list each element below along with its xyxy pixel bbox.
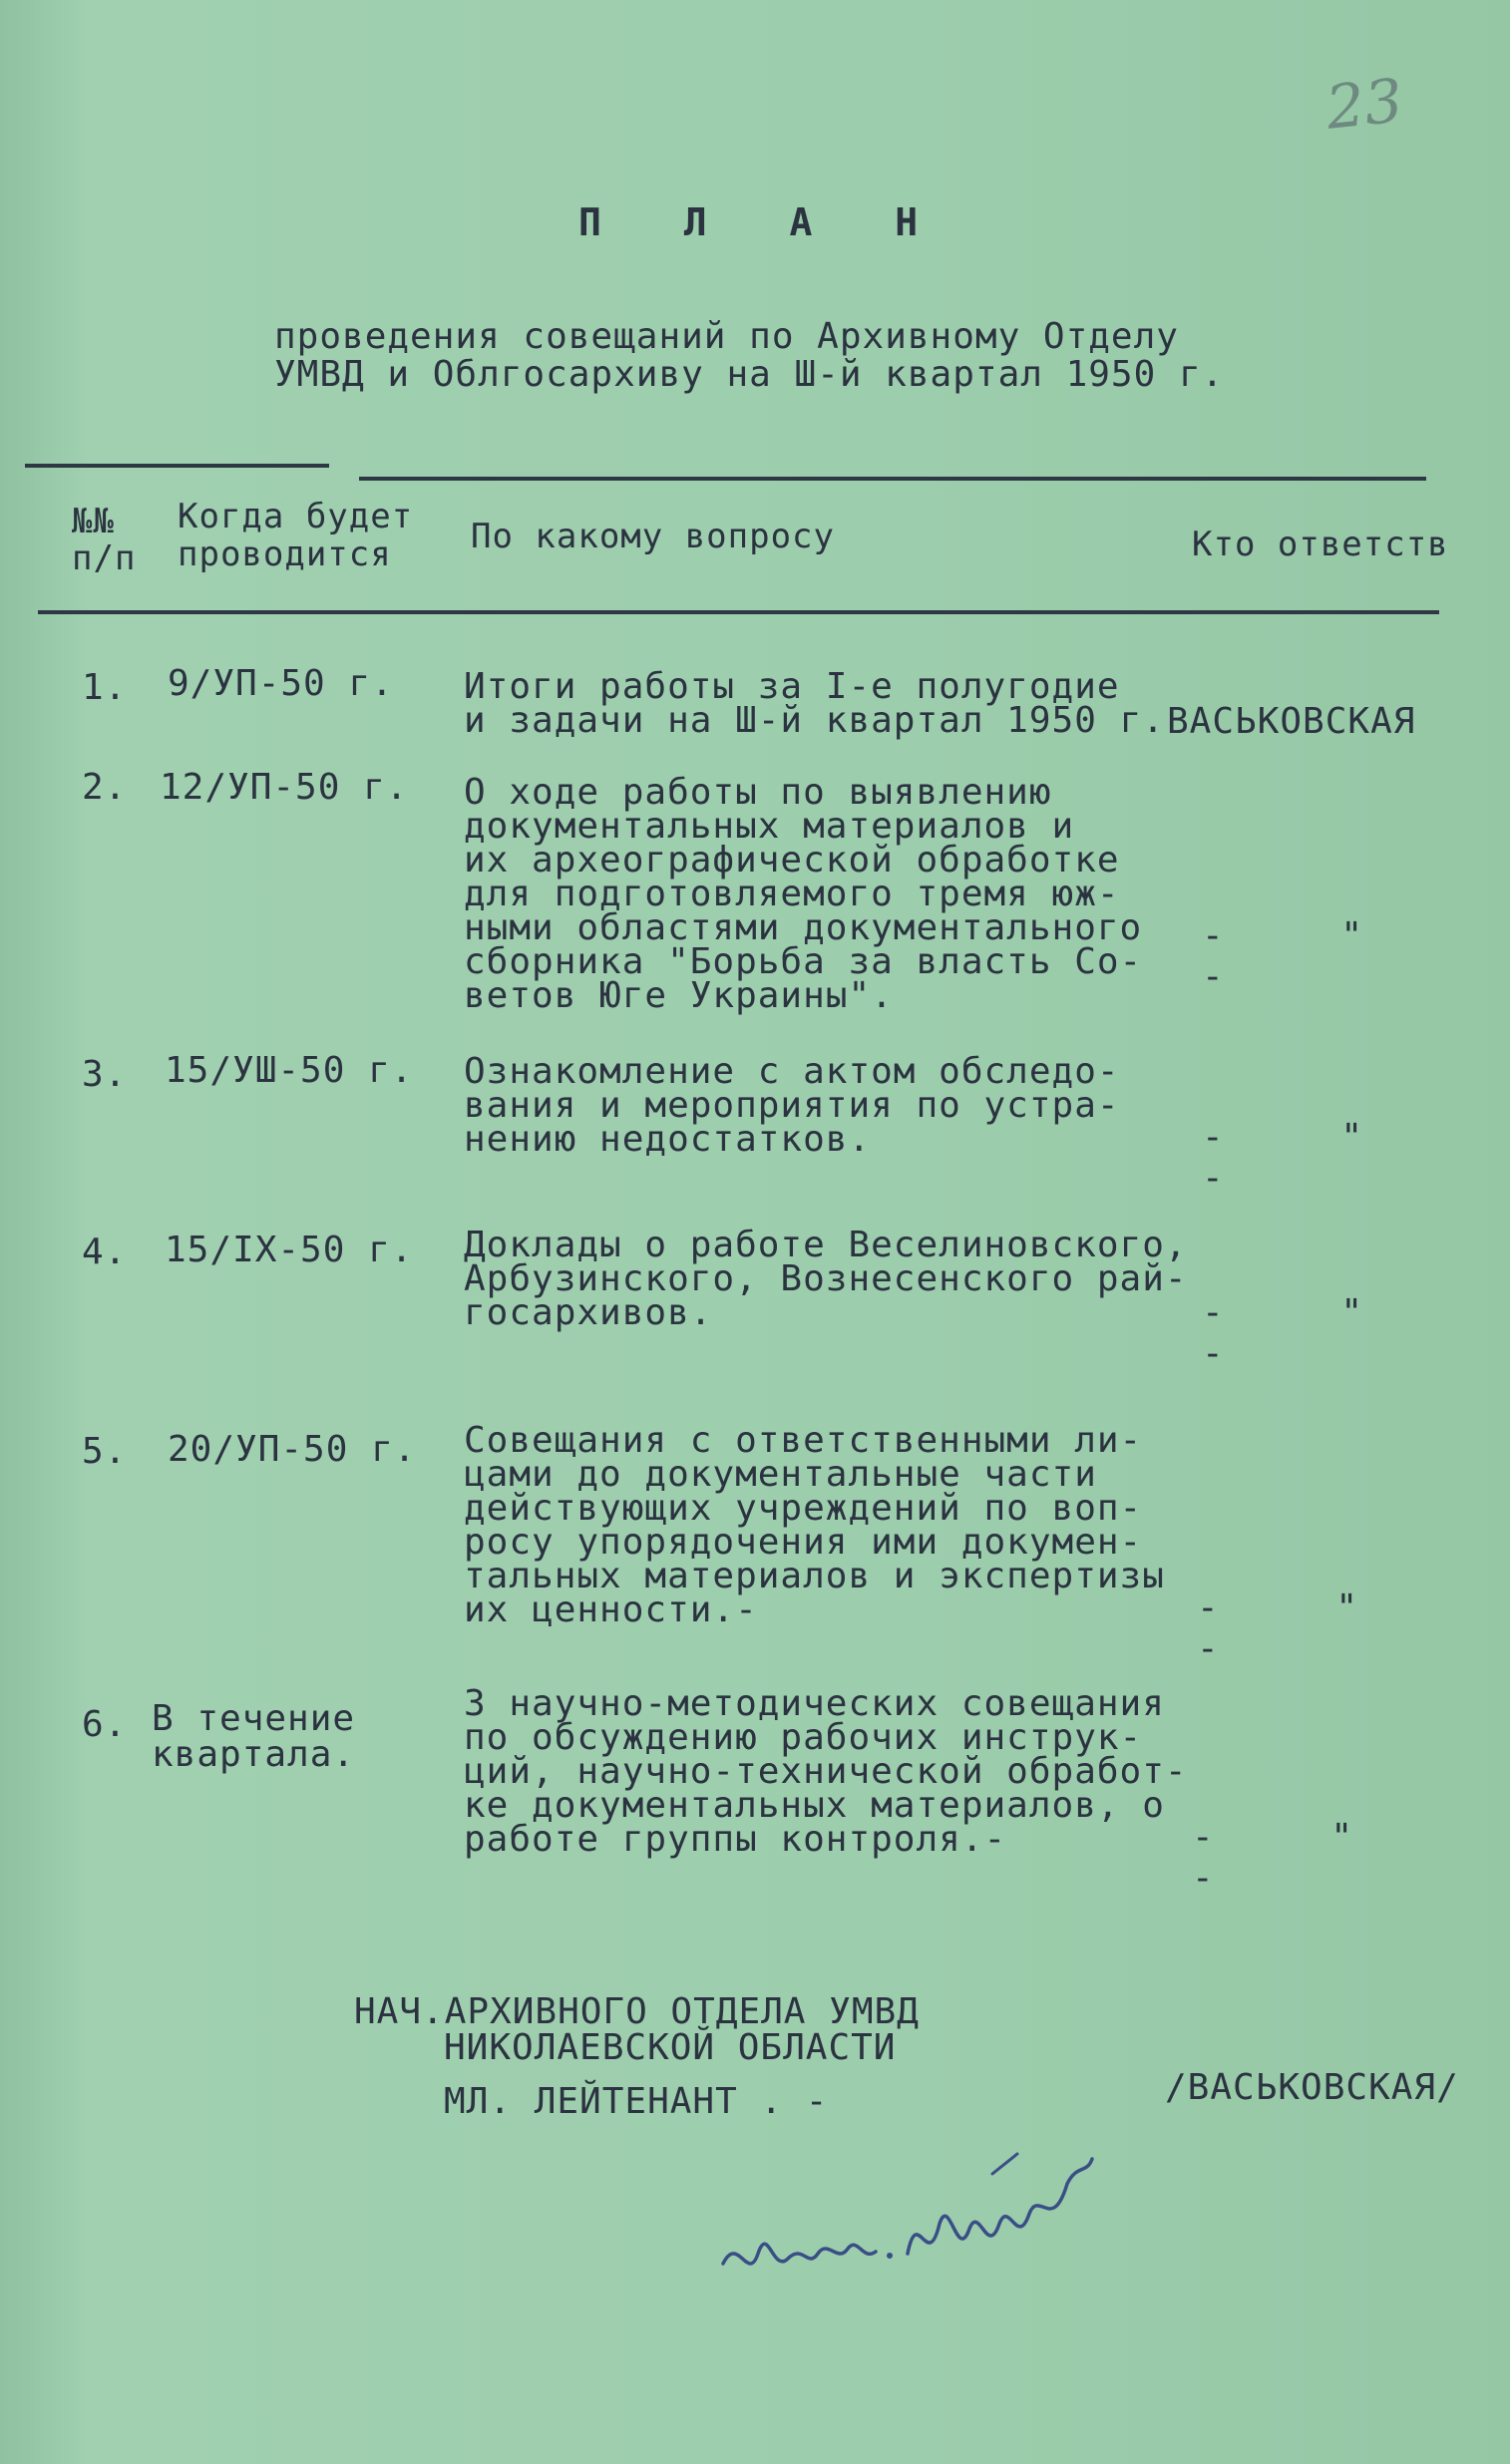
row-4-num: 4. bbox=[82, 1232, 128, 1272]
row-6-topic-line-3: ций, научно-технической обработ- bbox=[464, 1751, 1188, 1792]
row-5-date: 20/УП-50 г. bbox=[168, 1429, 417, 1470]
row-6-date-line-1: В течение bbox=[152, 1698, 356, 1739]
row-3-num: 3. bbox=[82, 1054, 128, 1095]
row-5-topic-line-1: Совещания с ответственными ли- bbox=[464, 1420, 1143, 1461]
header-top-rule-right bbox=[359, 477, 1426, 481]
subtitle-line-1: проведения совещаний по Архивному Отделу bbox=[274, 316, 1179, 357]
header-top-rule-left bbox=[25, 464, 329, 468]
header-num-line2: п/п bbox=[72, 538, 137, 578]
row-5-topic-line-4: росу упорядочения ими докумен- bbox=[464, 1522, 1143, 1563]
row-2-topic-line-6: сборника "Борьба за власть Со- bbox=[464, 941, 1143, 982]
row-3-topic-line-1: Ознакомление с актом обследо- bbox=[464, 1051, 1120, 1092]
row-6-num: 6. bbox=[82, 1704, 128, 1745]
row-3-date: 15/УШ-50 г. bbox=[165, 1050, 414, 1091]
row-6-topic-line-2: по обсуждению рабочих инструк- bbox=[464, 1717, 1143, 1758]
handwritten-signature bbox=[718, 2144, 1097, 2303]
row-6-date-line-2: квартала. bbox=[152, 1734, 356, 1775]
signatory-name: /ВАСЬКОВСКАЯ/ bbox=[1165, 2067, 1459, 2108]
row-5-num: 5. bbox=[82, 1431, 128, 1472]
row-6-topic-line-5: работе группы контроля.- bbox=[464, 1819, 1007, 1860]
row-4-topic-line-3: госархивов. bbox=[464, 1292, 713, 1333]
row-6-topic-line-4: ке документальных материалов, о bbox=[464, 1785, 1165, 1826]
header-bottom-rule bbox=[38, 610, 1439, 614]
row-2-topic-line-5: ными областями документального bbox=[464, 907, 1143, 948]
header-topic: По какому вопросу bbox=[471, 517, 835, 556]
row-3-responsible: - " - bbox=[1202, 1117, 1411, 1199]
row-2-topic-line-1: О ходе работы по выявлению bbox=[464, 772, 1052, 813]
row-2-num: 2. bbox=[82, 767, 128, 808]
row-4-topic-line-1: Доклады о работе Веселиновского, bbox=[464, 1225, 1188, 1265]
row-2-responsible: - " - bbox=[1202, 915, 1411, 997]
header-responsible: Кто ответств bbox=[1192, 525, 1449, 564]
row-4-responsible: - " - bbox=[1202, 1292, 1411, 1374]
document-title: П Л А Н bbox=[578, 200, 948, 244]
row-6-topic-line-1: 3 научно-методических совещания bbox=[464, 1683, 1165, 1724]
row-2-topic-line-4: для подготовляемого тремя юж- bbox=[464, 874, 1120, 914]
page-number: 23 bbox=[1322, 66, 1406, 144]
row-2-topic-line-3: их археографической обработке bbox=[464, 840, 1120, 880]
row-1-num: 1. bbox=[82, 667, 128, 708]
row-5-responsible: - " - bbox=[1197, 1587, 1406, 1669]
row-5-topic-line-3: действующих учреждений по воп- bbox=[464, 1488, 1143, 1529]
row-5-topic-line-2: цами до документальные части bbox=[464, 1454, 1097, 1495]
row-3-topic-line-2: вания и мероприятия по устра- bbox=[464, 1085, 1120, 1126]
row-2-topic-line-2: документальных материалов и bbox=[464, 806, 1075, 847]
header-date-line2: проводится bbox=[178, 534, 392, 574]
row-1-responsible: ВАСЬКОВСКАЯ bbox=[1167, 701, 1416, 742]
row-2-date: 12/УП-50 г. bbox=[160, 767, 409, 808]
signature-title-line-1: НАЧ.АРХИВНОГО ОТДЕЛА УМВД bbox=[354, 1991, 920, 2032]
row-4-topic-line-2: Арбузинского, Вознесенского рай- bbox=[464, 1258, 1188, 1299]
row-4-date: 15/IX-50 г. bbox=[165, 1230, 414, 1270]
row-3-topic-line-3: нению недостатков. bbox=[464, 1119, 872, 1160]
signature-title-line-3: МЛ. ЛЕЙТЕНАНТ . - bbox=[444, 2081, 829, 2122]
row-5-topic-line-6: их ценности.- bbox=[464, 1589, 758, 1630]
header-num-line1: №№ bbox=[72, 502, 115, 541]
row-1-date: 9/УП-50 г. bbox=[168, 663, 394, 704]
row-5-topic-line-5: тальных материалов и экспертизы bbox=[464, 1556, 1165, 1596]
row-2-topic-line-7: ветов Юге Украины". bbox=[464, 975, 894, 1016]
row-1-topic-line-1: Итоги работы за I-е полугодие bbox=[464, 666, 1120, 707]
row-1-topic-line-2: и задачи на Ш-й квартал 1950 г. bbox=[464, 700, 1165, 741]
header-date-line1: Когда будет bbox=[178, 497, 414, 536]
row-6-responsible: - " - bbox=[1192, 1817, 1401, 1899]
signature-title-line-2: НИКОЛАЕВСКОЙ ОБЛАСТИ bbox=[444, 2027, 897, 2068]
subtitle-line-2: УМВД и Облгосархиву на Ш-й квартал 1950 г. bbox=[274, 354, 1225, 395]
